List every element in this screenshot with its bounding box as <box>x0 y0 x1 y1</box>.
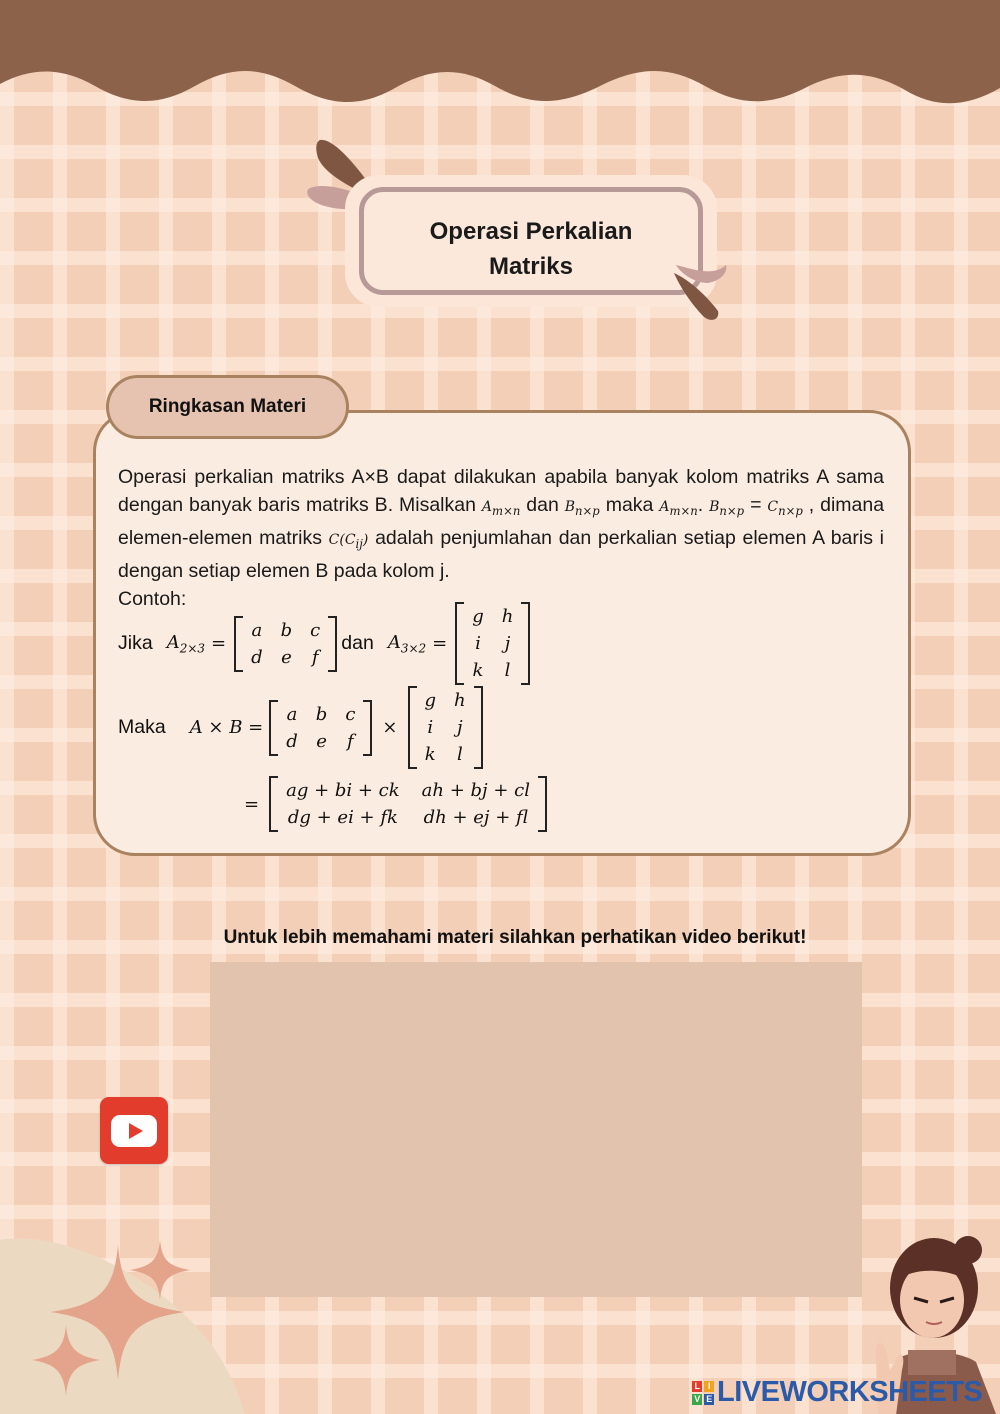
times-sign: × <box>382 717 398 738</box>
matrix-c-cij: $C(C_{ij})$ <box>328 531 369 551</box>
bracket-left <box>269 700 278 756</box>
a32-label: $A_{3\times 2}$ <box>387 631 427 656</box>
matrix-cell: d <box>251 646 263 668</box>
bracket-right <box>474 686 483 769</box>
title-inner-frame <box>359 187 703 295</box>
bracket-left <box>408 686 417 769</box>
intro-text: Operasi perkalian matriks A×B dapat dilakukan apabila banyak kolom matriks A sama dengan banyak baris matriks B. Misalkan <box>118 466 884 516</box>
matrix-cell: ah + bj + cl <box>421 780 530 801</box>
matrix-b-np: $B_{n\times p}$ <box>564 498 600 518</box>
matrix-cell: f <box>311 646 319 668</box>
title-line-1: Operasi Perkalian <box>429 218 633 245</box>
top-wave-banner <box>0 0 1000 120</box>
sparkle-corner-decoration <box>0 1230 300 1414</box>
bracket-right <box>328 616 337 672</box>
equation-c: $C_{n\times p}$ <box>767 498 803 518</box>
matrix-cell: h <box>454 690 466 711</box>
liveworksheets-watermark <box>692 1376 982 1409</box>
matrix-cell: i <box>427 717 434 738</box>
matrix-cell: f <box>347 730 354 752</box>
matrix-b-3x2-copy <box>408 686 483 769</box>
matrix-cell: l <box>504 660 511 681</box>
page-title <box>364 214 698 284</box>
summary-paragraph <box>118 464 884 613</box>
bracket-right <box>521 602 530 685</box>
summary-tab: Ringkasan Materi <box>106 375 349 439</box>
eq-sign-3: = <box>244 793 260 815</box>
youtube-icon[interactable] <box>100 1097 168 1164</box>
eq-sign-2: = <box>432 633 448 654</box>
matrix-cell: b <box>280 619 293 641</box>
matrix-a-2x3 <box>234 616 337 672</box>
matrix-cell: i <box>475 633 481 654</box>
logo-letter: L <box>692 1381 702 1392</box>
matrix-cell: h <box>501 606 514 627</box>
matrix-cell: k <box>424 744 436 765</box>
matrix-b-3x2 <box>455 602 530 685</box>
matrix-cell: ag + bi + ck <box>286 780 400 801</box>
equation-a: $A_{m\times n}$ <box>659 498 698 518</box>
matrix-a-2x3-copy <box>269 700 372 756</box>
video-embed-area[interactable] <box>210 962 862 1297</box>
matrix-cell: j <box>457 717 463 738</box>
logo-letter: I <box>704 1381 714 1392</box>
dimana-text: dimana elemen-elemen matriks <box>118 493 885 549</box>
example-jika-row <box>118 602 534 685</box>
bracket-left <box>269 776 278 832</box>
jika-text: Jika <box>118 632 153 654</box>
matrix-cell: dh + ej + fl <box>423 807 529 828</box>
matrix-cell: a <box>286 703 298 725</box>
matrix-cell: dg + ei + fk <box>287 807 398 828</box>
result-cells <box>278 776 538 832</box>
title-line-2: Matriks <box>488 253 574 280</box>
equation-b: $B_{n\times p}$ <box>709 498 745 518</box>
matrix-cell: a <box>251 619 263 641</box>
contoh-text: Contoh: <box>118 587 187 610</box>
matrix-cell: k <box>472 660 484 681</box>
matrix-cell: c <box>310 619 321 641</box>
matrix-b-cells <box>417 686 474 769</box>
matrix-a-cells <box>243 616 328 672</box>
dan-text: dan <box>526 493 559 516</box>
a23-label: $A_{2\times 3}$ <box>166 631 206 656</box>
equals-text: = <box>750 493 762 516</box>
matrix-b-cells <box>464 602 521 685</box>
bracket-left <box>455 602 464 685</box>
bracket-right <box>538 776 547 832</box>
title-banner <box>300 130 740 330</box>
matrix-cell: c <box>345 703 356 725</box>
video-instruction: Untuk lebih memahami materi silahkan perhatikan video berikut! <box>223 927 807 948</box>
splash-bottom-decoration <box>668 255 738 325</box>
example-maka-row <box>118 686 487 769</box>
comma-text: , <box>808 493 815 516</box>
matrix-cell: l <box>456 744 463 765</box>
play-icon <box>111 1115 157 1147</box>
matrix-cell: e <box>281 646 292 668</box>
eq-sign-1: = <box>211 633 227 654</box>
dan-text-2: dan <box>341 632 374 654</box>
matrix-a-cells <box>278 700 363 756</box>
example-result-row <box>244 776 551 832</box>
matrix-cell: e <box>316 730 327 752</box>
matrix-cell: b <box>315 703 328 725</box>
matrix-cell: g <box>424 690 437 711</box>
matrix-cell: d <box>286 730 298 752</box>
title-box <box>345 175 717 307</box>
result-matrix <box>269 776 547 832</box>
rest-text: adalah penjumlahan dan perkalian setiap elemen A baris i dengan setiap elemen B pada kolom j. <box>118 526 885 583</box>
logo-letter: V <box>692 1394 702 1405</box>
maka-text: maka <box>605 493 654 516</box>
matrix-cell: g <box>472 606 484 627</box>
maka-text-2: Maka <box>118 716 166 738</box>
liveworksheets-logo-icon <box>692 1381 714 1405</box>
matrix-a-mn: $A_{m\times n}$ <box>481 498 521 518</box>
matrix-cell: j <box>504 633 511 654</box>
axb-label: A × B = <box>189 717 264 738</box>
dot-text: . <box>697 493 704 516</box>
bracket-left <box>234 616 243 672</box>
watermark-text: LIVEWORKSHEETS <box>717 1376 983 1408</box>
bracket-right <box>363 700 372 756</box>
logo-letter: E <box>704 1394 714 1405</box>
